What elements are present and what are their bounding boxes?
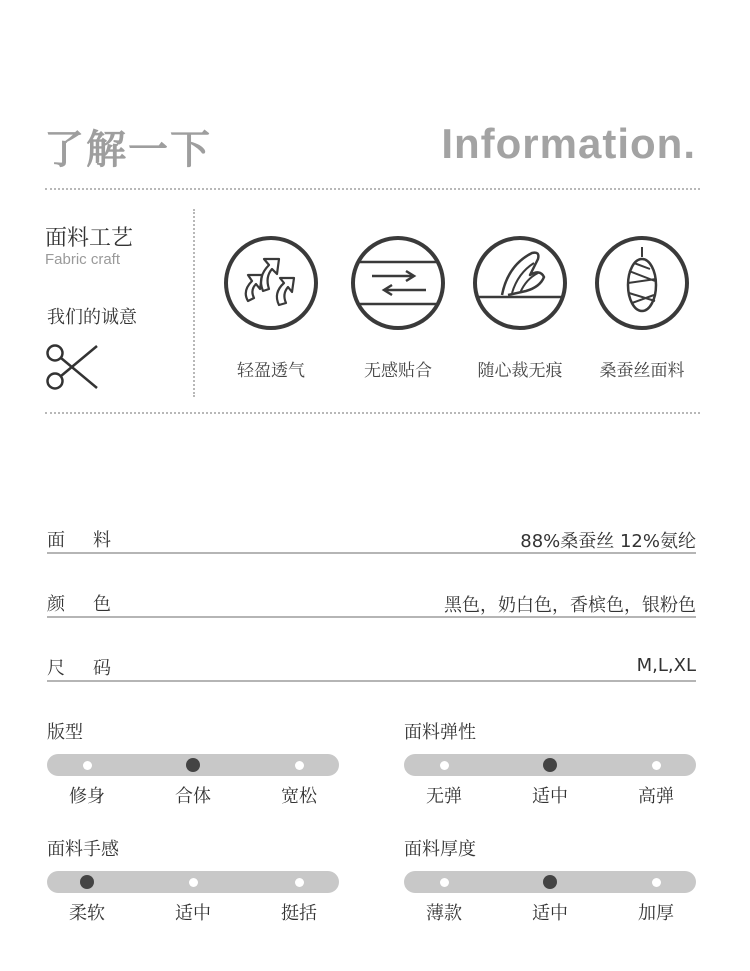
rating-dot-selected	[186, 758, 200, 772]
spec-key: 尺码	[47, 658, 139, 679]
spec-value: 88%桑蚕丝 12%氨纶	[520, 531, 696, 552]
rating-elasticity	[404, 718, 696, 806]
spec-key: 面料	[47, 530, 139, 551]
divider-middle	[45, 412, 700, 414]
feature-breathable	[211, 235, 331, 381]
rating-title: 版型	[47, 722, 83, 743]
rating-fit	[47, 718, 339, 806]
rating-dot	[652, 761, 661, 770]
rating-dot-selected	[80, 875, 94, 889]
page-title-en: Information.	[441, 120, 696, 167]
rating-labels	[47, 782, 339, 806]
rating-title: 面料弹性	[404, 722, 476, 743]
rating-track	[47, 871, 339, 893]
scissors-icon	[45, 340, 101, 394]
rating-labels	[404, 899, 696, 923]
feature-fit	[338, 235, 458, 381]
rating-option-label: 修身	[69, 786, 105, 807]
rating-option-label: 适中	[175, 903, 211, 924]
rating-track	[404, 754, 696, 776]
vertical-divider	[193, 209, 195, 397]
breathable-arrows-icon	[223, 235, 319, 331]
spec-row-color	[47, 590, 696, 618]
fabric-craft-subtitle: Fabric craft	[45, 251, 121, 268]
silk-cocoon-icon	[594, 235, 690, 331]
rating-thickness	[404, 835, 696, 923]
rating-dot	[440, 878, 449, 887]
rating-option-label: 高弹	[638, 786, 674, 807]
feature-label: 轻盈透气	[237, 361, 305, 381]
feature-seamless	[460, 235, 580, 381]
rating-hand-feel	[47, 835, 339, 923]
fabric-craft-title: 面料工艺	[45, 226, 134, 251]
feature-label: 桑蚕丝面料	[599, 361, 685, 381]
rating-title: 面料手感	[47, 839, 119, 860]
spec-key: 颜色	[47, 594, 139, 615]
rating-dot	[440, 761, 449, 770]
rating-dot	[189, 878, 198, 887]
fit-arrows-icon	[350, 235, 446, 331]
rating-labels	[47, 899, 339, 923]
spec-row-size	[47, 654, 696, 682]
feature-label: 随心裁无痕	[477, 361, 563, 381]
rating-option-label: 挺括	[281, 903, 317, 924]
rating-track	[404, 871, 696, 893]
rating-option-label: 无弹	[426, 786, 462, 807]
rating-option-label: 合体	[175, 786, 211, 807]
rating-option-label: 适中	[532, 903, 568, 924]
rating-option-label: 适中	[532, 786, 568, 807]
spec-value: 黑色，奶白色，香槟色，银粉色	[444, 595, 696, 616]
rating-dot	[652, 878, 661, 887]
spec-value: M,L,XL	[636, 655, 696, 676]
rating-dot-selected	[543, 875, 557, 889]
rating-option-label: 加厚	[638, 903, 674, 924]
rating-option-label: 宽松	[281, 786, 317, 807]
rating-labels	[404, 782, 696, 806]
feature-silk	[582, 235, 702, 381]
rating-title: 面料厚度	[404, 839, 476, 860]
rating-dot	[295, 878, 304, 887]
rating-option-label: 柔软	[69, 903, 105, 924]
rating-dot-selected	[543, 758, 557, 772]
our-sincerity-label: 我们的诚意	[47, 307, 137, 328]
rating-dot	[295, 761, 304, 770]
rating-option-label: 薄款	[426, 903, 462, 924]
rating-dot	[83, 761, 92, 770]
rating-track	[47, 754, 339, 776]
seamless-cut-icon	[472, 235, 568, 331]
divider-top	[45, 188, 700, 190]
feature-label: 无感贴合	[364, 361, 432, 381]
spec-row-fabric	[47, 526, 696, 554]
page-title-cn: 了解一下	[44, 127, 212, 173]
